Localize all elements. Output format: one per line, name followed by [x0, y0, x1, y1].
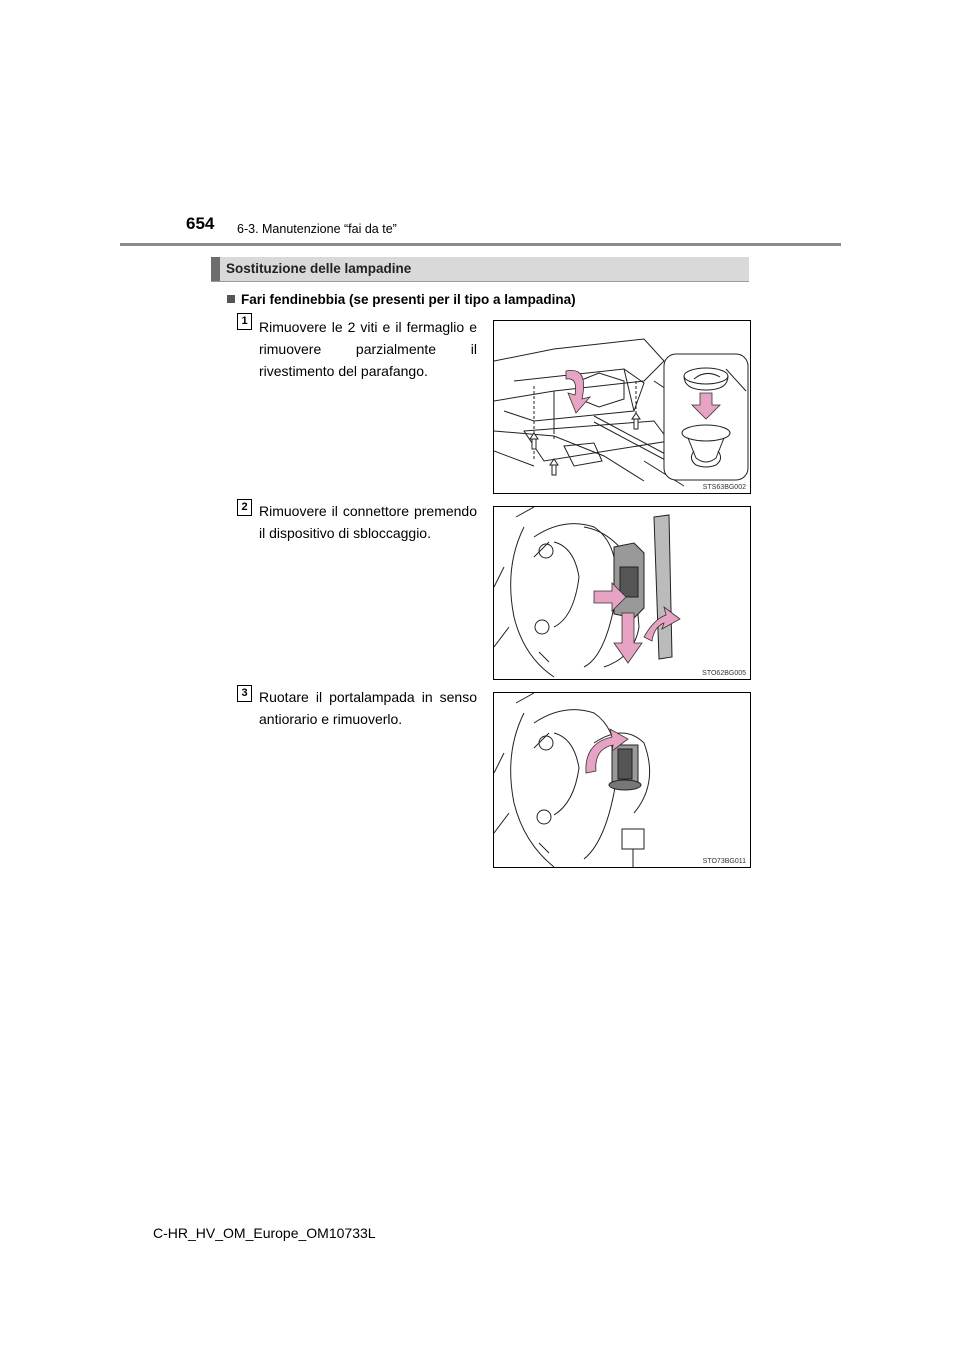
pink-rotate-arrow-icon — [566, 370, 590, 413]
connector-illustration — [494, 507, 750, 679]
section-title: 6-3. Manutenzione “fai da te” — [237, 222, 397, 236]
subheading-text: Fari fendinebbia (se presenti per il tipo a lampadina) — [241, 292, 576, 307]
figure-step-2 — [493, 506, 751, 680]
figure-code-2: STO62BG005 — [702, 670, 746, 677]
fender-liner-illustration — [494, 321, 750, 493]
figure-step-1 — [493, 320, 751, 494]
step-badge-3: 3 — [237, 685, 252, 702]
step-badge-2: 2 — [237, 499, 252, 516]
title-bar — [211, 257, 749, 282]
header-rule — [120, 243, 841, 246]
title-bar-accent — [211, 257, 220, 281]
step-text-1: Rimuovere le 2 viti e il fermaglio e rimuovere parzialmente il rivestimento del parafango. — [259, 319, 477, 379]
subheading — [227, 292, 576, 307]
figure-code-1: STS63BG002 — [702, 484, 746, 491]
figure-code-3: STO73BG011 — [702, 858, 746, 865]
square-bullet-icon — [227, 295, 235, 303]
title-bar-text: Sostituzione delle lampadine — [226, 261, 412, 276]
step-text-3: Ruotare il portalampada in senso antiorario e rimuoverlo. — [259, 689, 477, 727]
step-badge-1: 1 — [237, 313, 252, 330]
page-number: 654 — [186, 214, 215, 233]
step-text-2: Rimuovere il connettore premendo il dispositivo di sbloccaggio. — [259, 503, 477, 541]
bulb-holder-illustration — [494, 693, 750, 867]
pink-pull-arrow-icon — [614, 613, 642, 663]
figure-step-3 — [493, 692, 751, 868]
footer-doc-id: C-HR_HV_OM_Europe_OM10733L — [153, 1225, 376, 1241]
